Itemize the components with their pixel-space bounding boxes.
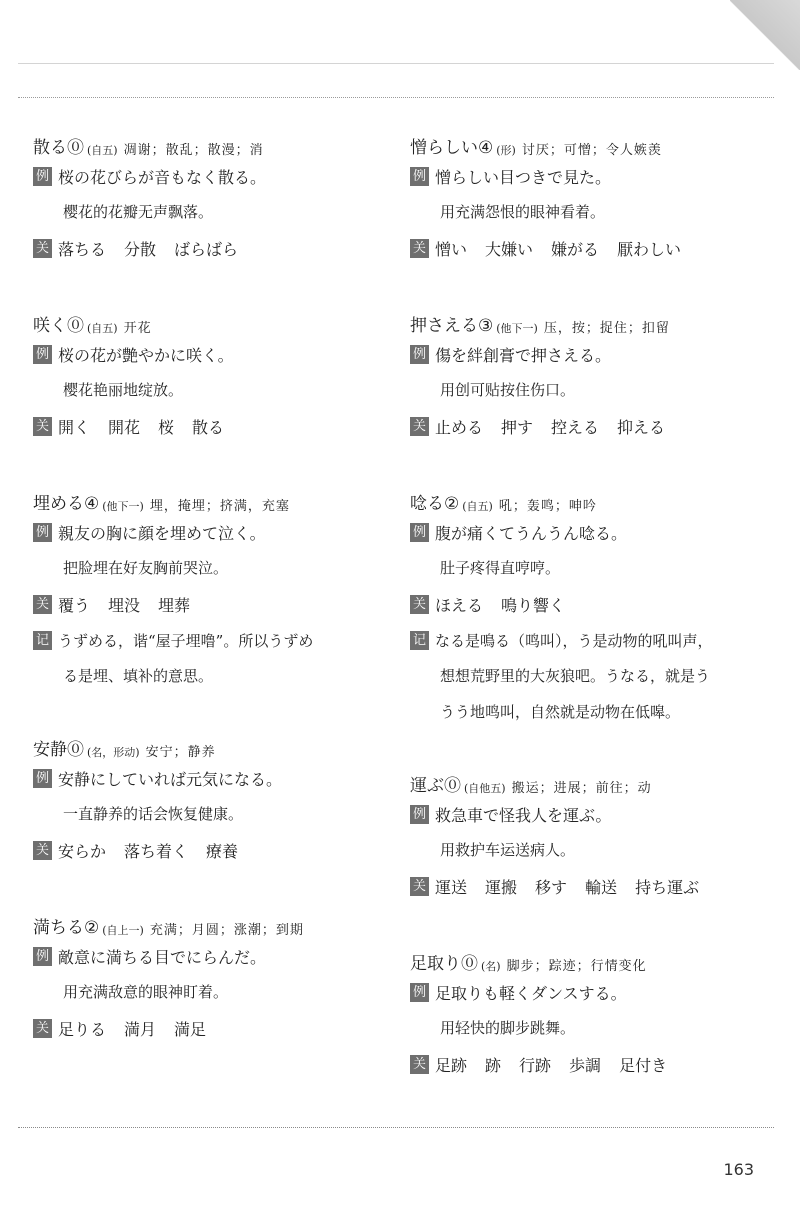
example-line: [33, 760, 393, 796]
translation: 用轻快的脚步跳舞。: [440, 1019, 576, 1037]
example-sentence: 桜の花が艶やかに咲く。: [58, 345, 234, 365]
related-badge: 关: [410, 1055, 429, 1074]
headword: 唸る: [410, 494, 444, 514]
entry-headline: [410, 118, 770, 158]
related-word: 移す: [535, 877, 568, 897]
headword: 足取り: [410, 954, 461, 974]
note-badge: 记: [410, 631, 429, 650]
related-word: ばらばら: [174, 239, 239, 259]
headword: 散る: [33, 138, 67, 158]
entry-headline: [33, 474, 393, 514]
note-line: [33, 622, 393, 658]
headword: 押さえる: [410, 316, 478, 336]
related-badge: 关: [410, 239, 429, 258]
part-of-speech: (自他五): [464, 782, 506, 795]
entry-headline: [410, 474, 770, 514]
meaning: 埋，掩埋；挤满，充塞: [149, 499, 290, 514]
accent-mark: ③: [478, 316, 494, 336]
example-badge: 例: [33, 167, 52, 186]
headword: 埋める: [33, 494, 84, 514]
translation: 樱花艳丽地绽放。: [63, 381, 184, 399]
meaning: 吼；轰鸣；呻吟: [498, 499, 597, 514]
related-word: 桜: [158, 417, 175, 437]
related-word: 覆う: [58, 595, 91, 615]
accent-mark: ⓪: [67, 740, 84, 760]
related-word: 散る: [192, 417, 225, 437]
page-corner-fold: [730, 0, 800, 70]
accent-mark: ②: [444, 494, 460, 514]
bottom-dotted-rule: [18, 1127, 774, 1128]
entry-nikurashii: [410, 118, 770, 266]
note-text: うずめる，谐“屋子埋噜”。所以うずめ: [58, 631, 314, 650]
related-word: 埋没: [108, 595, 141, 615]
meaning: 开花: [123, 321, 152, 336]
related-words: [410, 230, 770, 266]
meaning: 凋谢；散乱；散漫；消: [123, 143, 264, 158]
related-word: 押す: [501, 417, 534, 437]
related-badge: 关: [410, 417, 429, 436]
part-of-speech: (名): [481, 960, 501, 973]
example-badge: 例: [33, 523, 52, 542]
example-badge: 例: [33, 769, 52, 788]
entry-hakobu: [410, 756, 770, 904]
related-words: [410, 586, 770, 622]
headword: 憎らしい: [410, 138, 478, 158]
top-rule: [18, 63, 774, 64]
example-line: [410, 158, 770, 194]
related-word: 安らか: [58, 841, 107, 861]
top-dotted-rule: [18, 97, 774, 98]
accent-mark: ⓪: [461, 954, 478, 974]
related-word: 満月: [124, 1019, 157, 1039]
part-of-speech: (自五): [87, 144, 118, 157]
accent-mark: ④: [84, 494, 100, 514]
example-sentence: 憎らしい目つきで見た。: [435, 167, 612, 187]
entry-michiru: [33, 898, 393, 1046]
related-word: 鳴り響く: [501, 595, 566, 615]
related-word: 厭わしい: [617, 239, 682, 259]
accent-mark: ⓪: [67, 316, 84, 336]
example-sentence: 腹が痛くてうんうん唸る。: [435, 523, 628, 543]
entry-chiru: [33, 118, 393, 266]
entry-osaeru: [410, 296, 770, 444]
example-badge: 例: [410, 345, 429, 364]
headword: 安静: [33, 740, 67, 760]
translation: 用救护车运送病人。: [440, 841, 576, 859]
entry-headline: [33, 296, 393, 336]
related-word: 輸送: [585, 877, 618, 897]
entry-headline: [410, 934, 770, 974]
related-badge: 关: [410, 595, 429, 614]
related-words: [33, 408, 393, 444]
related-word: 足付き: [619, 1055, 668, 1075]
entry-ashidori: [410, 934, 770, 1082]
example-line: [410, 974, 770, 1010]
related-word: 抑える: [617, 417, 666, 437]
translation: 用充满怨恨的眼神看着。: [440, 203, 606, 221]
translation: 用充满敌意的眼神盯着。: [63, 983, 229, 1001]
example-badge: 例: [33, 947, 52, 966]
example-line: [410, 336, 770, 372]
related-badge: 关: [33, 595, 52, 614]
related-word: 足跡: [435, 1055, 468, 1075]
related-word: 落ちる: [58, 239, 107, 259]
related-word: 大嫌い: [485, 239, 534, 259]
example-line: [33, 938, 393, 974]
part-of-speech: (自五): [87, 322, 118, 335]
note-badge: 记: [33, 631, 52, 650]
related-word: 開く: [58, 417, 91, 437]
related-word: 療養: [206, 841, 239, 861]
related-word: 運送: [435, 877, 468, 897]
entry-saku: [33, 296, 393, 444]
related-words: [33, 230, 393, 266]
part-of-speech: (自五): [462, 500, 493, 513]
meaning: 充满；月圆；涨潮；到期: [149, 923, 304, 938]
related-word: 運搬: [485, 877, 518, 897]
example-sentence: 親友の胸に顔を埋めて泣く。: [58, 523, 266, 543]
note-text: 想想荒野里的大灰狼吧。うなる，就是う: [440, 667, 711, 685]
entry-headline: [410, 756, 770, 796]
related-word: 満足: [174, 1019, 207, 1039]
accent-mark: ⓪: [444, 776, 461, 796]
headword: 満ちる: [33, 918, 84, 938]
example-line: [33, 158, 393, 194]
related-word: 嫌がる: [551, 239, 600, 259]
meaning: 脚步；踪迹；行情变化: [506, 959, 647, 974]
translation: 把脸埋在好友胸前哭泣。: [63, 559, 229, 577]
entry-headline: [410, 296, 770, 336]
part-of-speech: (名，形动): [87, 746, 140, 759]
related-word: 控える: [551, 417, 600, 437]
example-badge: 例: [410, 523, 429, 542]
related-word: 埋葬: [158, 595, 191, 615]
part-of-speech: (自上一): [102, 924, 144, 937]
translation: 一直静养的话会恢复健康。: [63, 805, 244, 823]
example-badge: 例: [410, 805, 429, 824]
example-line: [410, 514, 770, 550]
example-badge: 例: [410, 983, 429, 1002]
related-word: 落ち着く: [124, 841, 189, 861]
headword: 運ぶ: [410, 776, 444, 796]
headword: 咲く: [33, 316, 67, 336]
part-of-speech: (他下一): [496, 322, 538, 335]
entry-ansei: [33, 720, 393, 868]
translation: 樱花的花瓣无声飘落。: [63, 203, 214, 221]
related-badge: 关: [33, 841, 52, 860]
related-words: [410, 408, 770, 444]
related-badge: 关: [410, 877, 429, 896]
related-word: 足りる: [58, 1019, 107, 1039]
example-sentence: 安静にしていれば元気になる。: [58, 769, 283, 789]
accent-mark: ⓪: [67, 138, 84, 158]
meaning: 搬运；进展；前往；动: [511, 781, 652, 796]
accent-mark: ②: [84, 918, 100, 938]
related-words: [410, 1046, 770, 1082]
translation: 用创可贴按住伤口。: [440, 381, 576, 399]
page-number: 163: [723, 1160, 754, 1179]
entry-headline: [33, 720, 393, 760]
related-word: ほえる: [435, 595, 484, 615]
related-words: [33, 586, 393, 622]
example-sentence: 敵意に満ちる目でにらんだ。: [58, 947, 267, 967]
related-word: 止める: [435, 417, 484, 437]
part-of-speech: (形): [496, 144, 516, 157]
entry-uzumeru: [33, 474, 393, 694]
related-word: 分散: [124, 239, 157, 259]
accent-mark: ④: [478, 138, 494, 158]
meaning: 安宁；静养: [145, 745, 216, 760]
example-sentence: 足取りも軽くダンスする。: [435, 983, 627, 1003]
note-text: うう地鸣叫，自然就是动物在低嗥。: [440, 703, 681, 721]
translation: 肚子疼得直哼哼。: [440, 559, 561, 577]
note-text: なる是鳴る（鸣叫），う是动物的吼叫声，: [435, 631, 713, 650]
example-sentence: 傷を絆創膏で押さえる。: [435, 345, 612, 365]
related-badge: 关: [33, 1019, 52, 1038]
entry-headline: [33, 898, 393, 938]
related-word: 行跡: [519, 1055, 552, 1075]
example-line: [410, 796, 770, 832]
related-badge: 关: [33, 239, 52, 258]
example-line: [33, 336, 393, 372]
related-word: 跡: [485, 1055, 502, 1075]
related-word: 開花: [108, 417, 141, 437]
example-line: [33, 514, 393, 550]
example-badge: 例: [410, 167, 429, 186]
related-badge: 关: [33, 417, 52, 436]
note-line: [410, 622, 770, 658]
related-words: [410, 868, 770, 904]
entry-headline: [33, 118, 393, 158]
example-badge: 例: [33, 345, 52, 364]
example-sentence: 桜の花びらが音もなく散る。: [58, 167, 267, 187]
example-sentence: 救急車で怪我人を運ぶ。: [435, 805, 612, 825]
meaning: 压，按；捉住；扣留: [543, 321, 670, 336]
related-words: [33, 832, 393, 868]
part-of-speech: (他下一): [102, 500, 144, 513]
related-word: 歩調: [569, 1055, 602, 1075]
entry-unaru: [410, 474, 770, 730]
related-word: 憎い: [435, 239, 468, 259]
related-words: [33, 1010, 393, 1046]
related-word: 持ち運ぶ: [635, 877, 700, 897]
meaning: 讨厌；可憎；令人嫉羡: [521, 143, 662, 158]
note-text: る是埋、填补的意思。: [63, 667, 214, 685]
